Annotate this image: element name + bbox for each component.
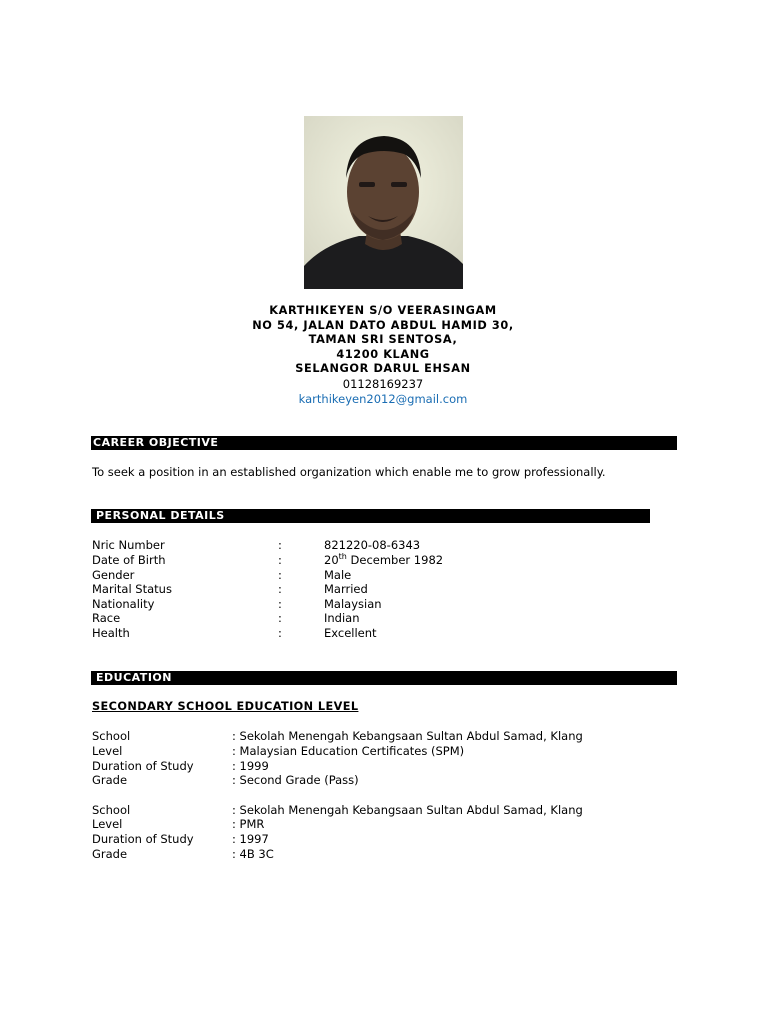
- career-objective-heading: CAREER OBJECTIVE: [91, 436, 677, 450]
- personal-details-heading: PERSONAL DETAILS: [91, 509, 650, 523]
- education-value: : Sekolah Menengah Kebangsaan Sultan Abdul Samad, Klang: [232, 729, 583, 743]
- detail-label: Nationality: [92, 597, 155, 611]
- education-row-grade: [92, 773, 652, 788]
- education-value: : PMR: [232, 817, 265, 831]
- phone-number: 01128169237: [342, 376, 424, 391]
- detail-row-race: [92, 611, 652, 626]
- education-row-level: [92, 817, 652, 832]
- education-row-grade: [92, 847, 652, 862]
- address-line-2: TAMAN SRI SENTOSA,: [308, 333, 458, 347]
- detail-separator: :: [278, 597, 282, 611]
- detail-separator: :: [278, 538, 282, 552]
- detail-value: 821220-08-6343: [324, 538, 421, 552]
- education-value: : Sekolah Menengah Kebangsaan Sultan Abdul Samad, Klang: [232, 803, 583, 817]
- education-row-school: [92, 729, 652, 744]
- education-label: School: [92, 803, 131, 817]
- detail-separator: :: [278, 626, 282, 640]
- education-label: Level: [92, 817, 123, 831]
- contact-header: [200, 304, 566, 406]
- detail-separator: :: [278, 568, 282, 582]
- detail-label: Gender: [92, 568, 135, 582]
- detail-value: Married: [324, 582, 368, 596]
- address-state: SELANGOR DARUL EHSAN: [295, 362, 471, 376]
- detail-label: Date of Birth: [92, 553, 166, 567]
- detail-value: Excellent: [324, 626, 377, 640]
- detail-label: Nric Number: [92, 538, 165, 552]
- detail-row-nric: [92, 538, 652, 553]
- detail-row-marital-status: [92, 582, 652, 597]
- education-row-duration: [92, 759, 652, 774]
- detail-value: Malaysian: [324, 597, 382, 611]
- detail-value: Indian: [324, 611, 360, 625]
- secondary-school-subheading: SECONDARY SCHOOL EDUCATION LEVEL: [92, 700, 359, 713]
- detail-row-gender: [92, 568, 652, 583]
- education-label: Grade: [92, 847, 128, 861]
- address-line-1: NO 54, JALAN DATO ABDUL HAMID 30,: [252, 318, 514, 332]
- education-value: : 1999: [232, 759, 269, 773]
- education-value: : Second Grade (Pass): [232, 773, 359, 787]
- education-heading: EDUCATION: [91, 671, 677, 685]
- email-link[interactable]: karthikeyen2012@gmail.com: [298, 391, 468, 406]
- candidate-name: KARTHIKEYEN S/O VEERASINGAM: [269, 304, 497, 317]
- education-label: Duration of Study: [92, 832, 194, 846]
- detail-label: Race: [92, 611, 121, 625]
- detail-row-nationality: [92, 597, 652, 612]
- career-objective-text: To seek a position in an established organization which enable me to grow professionally.: [92, 465, 606, 479]
- detail-separator: :: [278, 582, 282, 596]
- profile-photo: [304, 116, 463, 289]
- address-postcode-city: 41200 KLANG: [336, 347, 430, 361]
- detail-label: Health: [92, 626, 130, 640]
- education-value: : Malaysian Education Certificates (SPM): [232, 744, 465, 758]
- detail-separator: :: [278, 611, 282, 625]
- education-label: Grade: [92, 773, 128, 787]
- education-row-level: [92, 744, 652, 759]
- detail-row-dob: [92, 553, 652, 568]
- detail-row-health: [92, 626, 652, 641]
- education-row-duration: [92, 832, 652, 847]
- education-label: School: [92, 729, 131, 743]
- education-value: : 4B 3C: [232, 847, 274, 861]
- detail-label: Marital Status: [92, 582, 172, 596]
- detail-value: [324, 553, 443, 568]
- education-row-school: [92, 803, 652, 818]
- portrait-image: [304, 116, 463, 289]
- education-label: Level: [92, 744, 123, 758]
- dob-day: 20: [324, 553, 339, 567]
- education-value: : 1997: [232, 832, 269, 846]
- education-label: Duration of Study: [92, 759, 194, 773]
- detail-value: Male: [324, 568, 352, 582]
- detail-separator: :: [278, 553, 282, 567]
- dob-ordinal: th: [338, 552, 347, 562]
- dob-month-year: December 1982: [350, 553, 444, 567]
